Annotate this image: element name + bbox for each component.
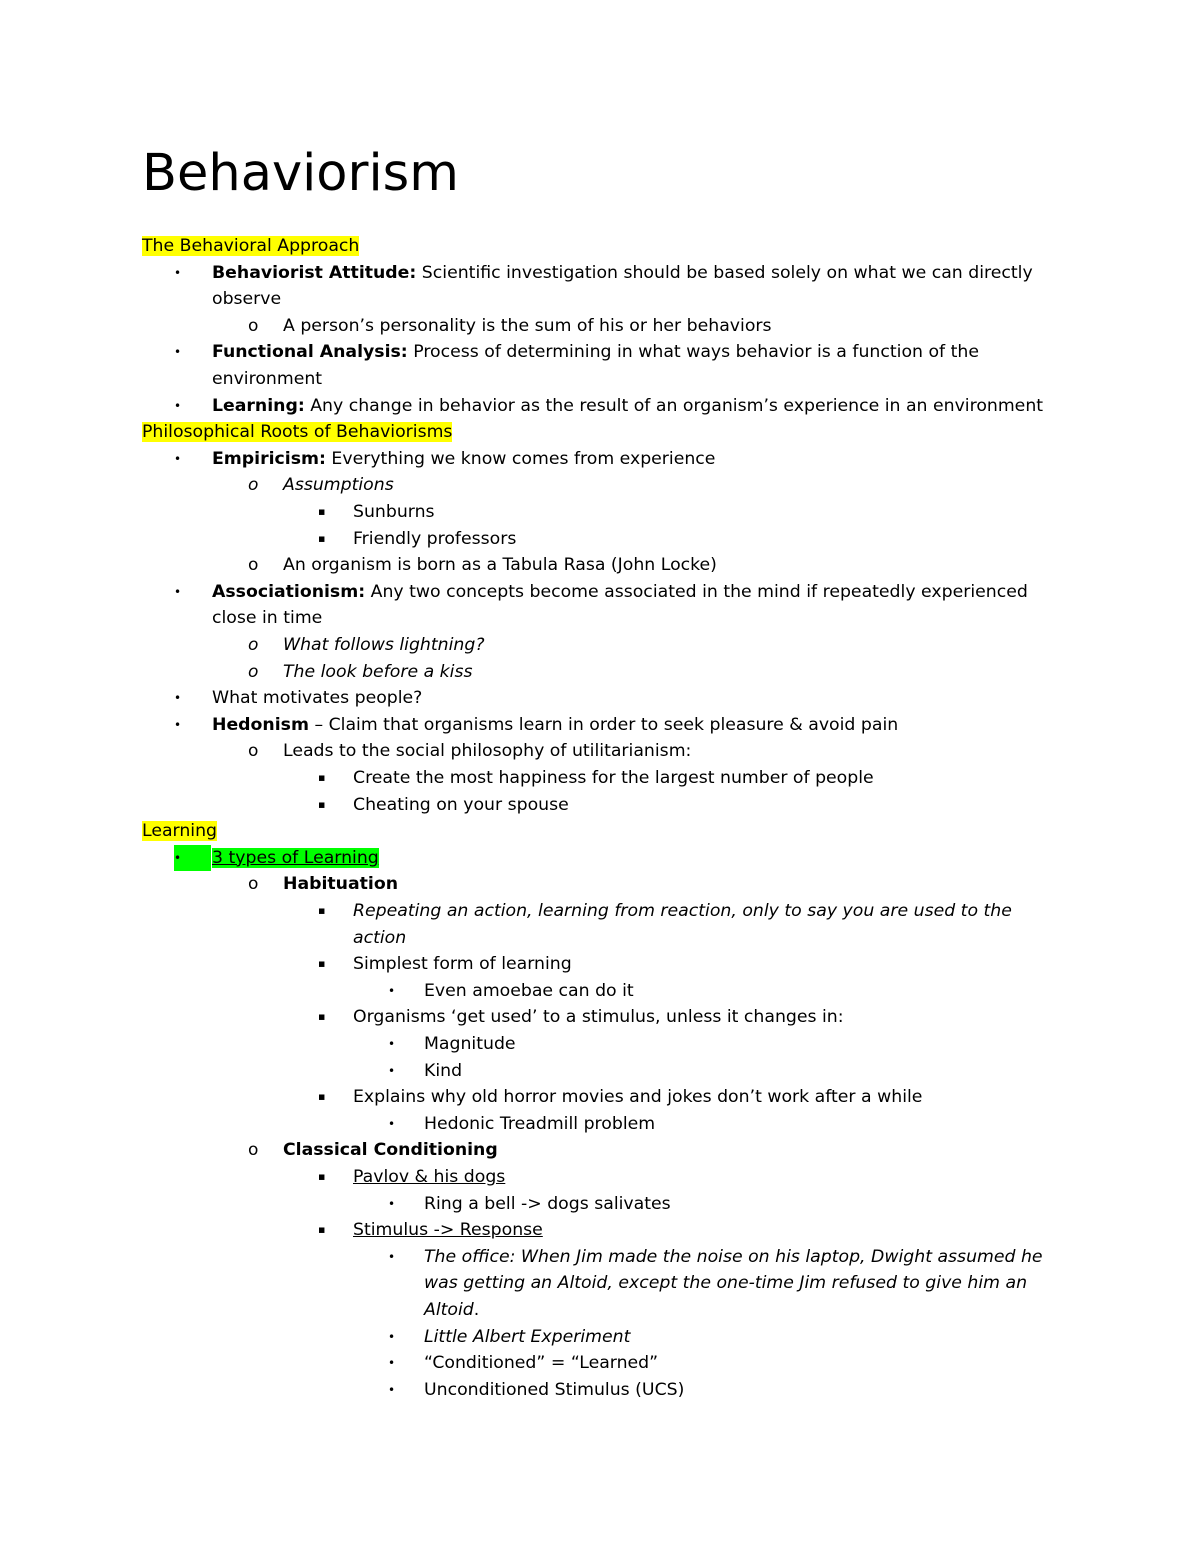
line-text	[353, 951, 572, 977]
text-segment: Classical Conditioning	[283, 1140, 498, 1161]
line-text	[212, 446, 715, 472]
line-text	[353, 925, 406, 951]
text-segment: Little Albert Experiment	[424, 1326, 631, 1347]
text-segment: Scientific investigation should be based solely on what we can directly	[416, 262, 1033, 283]
text-segment: Learning:	[212, 395, 305, 416]
line-text	[212, 366, 322, 392]
text-segment: Pavlov & his dogs	[353, 1167, 506, 1187]
list-bullet: •	[388, 1037, 396, 1051]
line-text	[424, 1191, 671, 1217]
text-segment: observe	[212, 289, 282, 310]
line-text	[212, 845, 379, 871]
list-bullet: ▪	[318, 1090, 326, 1104]
list-bullet: •	[174, 398, 182, 413]
text-segment: close in time	[212, 608, 323, 629]
list-bullet: •	[388, 1196, 396, 1211]
list-bullet: ▪	[318, 771, 326, 784]
list-bullet: ▪	[318, 1010, 326, 1024]
line-text	[424, 1324, 630, 1350]
line-text	[353, 1004, 844, 1030]
list-bullet: ▪	[318, 1170, 326, 1183]
line-text	[424, 1377, 684, 1403]
text-segment: Associationism:	[212, 581, 366, 602]
text-segment: Stimulus -> Response	[353, 1220, 543, 1241]
text-segment: “Conditioned” = “Learned”	[424, 1353, 659, 1374]
document-title: Behaviorism	[142, 144, 459, 203]
list-bullet: •	[174, 845, 211, 871]
text-segment: Any change in behavior as the result of an organism’s experience in an environment	[304, 395, 1044, 416]
list-bullet: •	[388, 1382, 396, 1397]
list-bullet: •	[388, 1116, 396, 1131]
list-bullet: ▪	[318, 1223, 326, 1237]
line-text	[142, 419, 452, 445]
list-bullet: •	[174, 265, 182, 280]
text-segment: Habituation	[283, 874, 399, 895]
text-segment: environment	[212, 369, 323, 389]
text-segment: – Claim that organisms learn in order to seek pleasure & avoid pain	[308, 714, 899, 735]
line-text	[424, 1244, 1043, 1270]
line-text	[283, 313, 772, 339]
line-text	[212, 685, 422, 711]
text-segment: Repeating an action, learning from reaction, only to say you are used to the	[353, 901, 1012, 921]
text-segment: was getting an Altoid, except the one-time Jim refused to give him an	[424, 1273, 1028, 1294]
list-bullet: •	[174, 584, 182, 599]
line-text	[424, 1031, 516, 1057]
text-segment: The office: When Jim made the noise on his laptop, Dwight assumed he	[424, 1246, 1043, 1267]
text-segment: Leads to the social philosophy of utilitarianism:	[283, 741, 692, 762]
text-segment: An organism is born as a Tabula Rasa (John Locke)	[283, 555, 717, 576]
line-text	[212, 605, 322, 631]
text-segment: Behaviorist Attitude:	[212, 262, 417, 283]
line-text	[283, 552, 717, 578]
text-segment: What follows lightning?	[283, 635, 485, 655]
list-bullet: •	[388, 1329, 396, 1344]
list-bullet: ▪	[318, 957, 326, 971]
line-text	[283, 472, 394, 498]
list-bullet: •	[388, 1063, 396, 1078]
line-text	[212, 260, 1033, 286]
text-segment: Hedonic Treadmill problem	[424, 1113, 656, 1134]
list-bullet: o	[248, 555, 259, 576]
text-segment: Functional Analysis:	[212, 342, 408, 363]
section-heading: 3 types of Learning	[212, 847, 379, 868]
text-segment: Kind	[424, 1060, 463, 1081]
line-text	[353, 1217, 543, 1243]
text-segment: Altoid	[424, 1300, 474, 1320]
line-text	[212, 712, 898, 738]
text-segment: .	[473, 1300, 480, 1320]
line-text	[353, 1084, 922, 1110]
list-bullet: ▪	[318, 505, 326, 518]
text-segment: Magnitude	[424, 1034, 516, 1054]
line-text	[142, 818, 217, 844]
list-bullet: o	[248, 1140, 259, 1161]
text-segment: Create the most happiness for the largest number of people	[353, 768, 874, 788]
line-text	[353, 792, 569, 818]
text-segment: Any two concepts become associated in the mind if repeatedly experienced	[365, 581, 1028, 602]
text-segment: Unconditioned Stimulus (UCS)	[424, 1379, 685, 1400]
line-text	[353, 1164, 505, 1190]
text-segment: Explains why old horror movies and jokes don’t work after a while	[353, 1087, 923, 1108]
text-segment: Process of determining in what ways behavior is a function of the	[407, 342, 979, 363]
text-segment: Even amoebae can do it	[424, 980, 634, 1001]
line-text	[283, 659, 472, 685]
text-segment: What motivates people?	[212, 688, 423, 709]
list-bullet: •	[174, 717, 182, 732]
line-text	[212, 579, 1028, 605]
list-bullet: ▪	[318, 904, 326, 917]
list-bullet: •	[388, 1249, 396, 1264]
text-segment: Empiricism:	[212, 448, 326, 469]
text-segment: Hedonism	[212, 714, 309, 735]
line-text	[353, 898, 1012, 924]
list-bullet: ▪	[318, 531, 326, 545]
line-text	[283, 632, 485, 658]
list-bullet: o	[248, 475, 259, 496]
text-segment: Everything we know comes from experience	[325, 448, 716, 469]
list-bullet: o	[248, 741, 259, 762]
list-bullet: ▪	[318, 797, 326, 811]
list-bullet: •	[388, 983, 396, 998]
line-text	[283, 871, 398, 897]
line-text	[212, 339, 979, 365]
line-text	[283, 738, 691, 764]
text-segment: Ring a bell -> dogs salivates	[424, 1193, 671, 1214]
list-bullet: •	[174, 451, 182, 466]
line-text	[424, 1270, 1027, 1296]
text-segment: The look before a kiss	[283, 661, 473, 682]
list-bullet: o	[248, 874, 259, 895]
section-heading: Philosophical Roots of Behaviorisms	[142, 422, 453, 443]
line-text	[424, 978, 634, 1004]
text-segment: Cheating on your spouse	[353, 794, 569, 815]
line-text	[424, 1111, 655, 1137]
line-text	[424, 1297, 479, 1323]
line-text	[283, 1137, 498, 1163]
section-heading: Learning	[142, 821, 218, 842]
text-segment: Sunburns	[353, 502, 435, 522]
list-bullet: •	[388, 1356, 396, 1371]
line-text	[353, 499, 435, 525]
line-text	[353, 526, 516, 552]
list-bullet: o	[248, 315, 259, 336]
line-text	[424, 1350, 658, 1376]
line-text	[353, 765, 874, 791]
line-text	[142, 233, 359, 259]
text-segment: Simplest form of learning	[353, 954, 572, 975]
line-text	[212, 393, 1043, 419]
list-bullet: o	[248, 661, 259, 682]
list-bullet: o	[248, 635, 259, 655]
text-segment: action	[353, 927, 407, 948]
text-segment: Organisms ‘get used’ to a stimulus, unless it changes in:	[353, 1007, 844, 1028]
section-heading: The Behavioral Approach	[142, 236, 360, 256]
list-bullet: •	[174, 345, 182, 360]
text-segment: Friendly professors	[353, 528, 517, 549]
line-text	[424, 1058, 462, 1084]
text-segment: Assumptions	[283, 475, 394, 496]
line-text	[212, 286, 281, 312]
list-bullet: •	[174, 691, 182, 706]
text-segment: A person’s personality is the sum of his or her behaviors	[283, 315, 772, 336]
